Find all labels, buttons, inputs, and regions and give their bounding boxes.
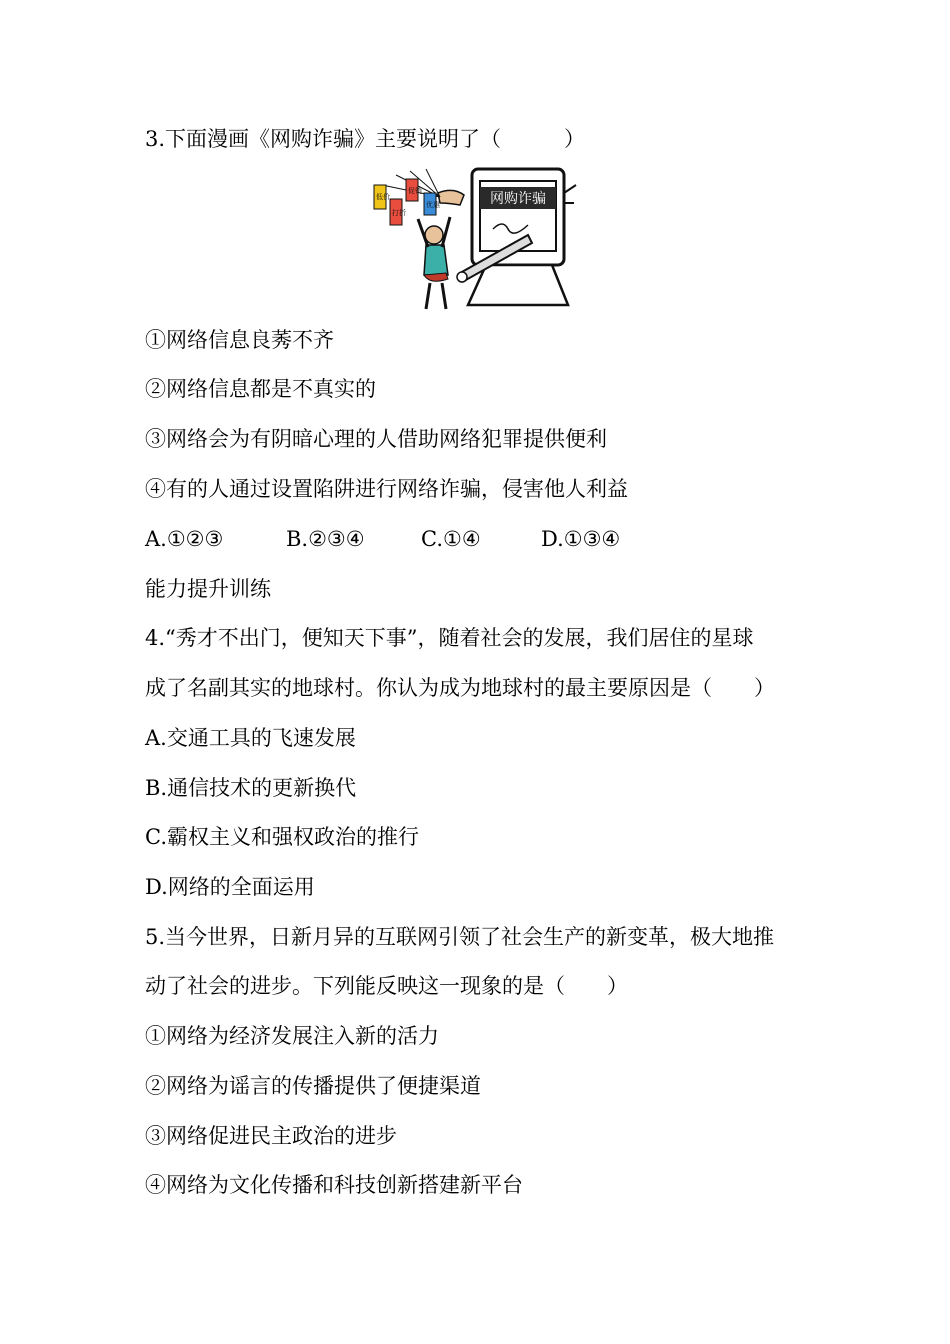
q5-stem-line: 5.当今世界，日新月异的互联网引领了社会生产的新变革，极大地推 (145, 925, 775, 949)
tag-label: 优惠 (426, 201, 440, 209)
q4-option-c: C.霸权主义和强权政治的推行 (145, 825, 419, 849)
q4-option-b: B.通信技术的更新换代 (145, 776, 357, 800)
monitor-illustration (468, 169, 576, 305)
q3-option-b: B.②③④ (286, 527, 365, 551)
q5-statement: ①网络为经济发展注入新的活力 (145, 1024, 439, 1048)
tag-label: 低价 (376, 193, 390, 201)
q3-statement: ①网络信息良莠不齐 (145, 328, 334, 352)
q3-statement: ③网络会为有阴暗心理的人借助网络犯罪提供便利 (145, 427, 607, 451)
q4-option-a: A.交通工具的飞速发展 (145, 726, 356, 750)
q4-stem-line: 4.“秀才不出门，便知天下事”，随着社会的发展，我们居住的星球 (145, 626, 754, 650)
q3-option-a: A.①②③ (145, 527, 224, 551)
tag-label: 打折 (392, 209, 406, 217)
q5-statement: ②网络为谣言的传播提供了便捷渠道 (145, 1074, 481, 1098)
section-title: 能力提升训练 (145, 577, 271, 601)
q3-option-d: D.①③④ (541, 527, 621, 551)
q4-option-d: D.网络的全面运用 (145, 875, 315, 899)
online-shopping-fraud-cartoon (368, 163, 580, 311)
q3-stem: 3.下面漫画《网购诈骗》主要说明了（ ） (145, 127, 586, 151)
q3-option-c: C.①④ (421, 527, 481, 551)
q3-options (145, 524, 620, 554)
q4-stem-line: 成了名副其实的地球村。你认为成为地球村的最主要原因是（ ） (145, 676, 775, 700)
person-figure (418, 217, 450, 309)
q5-statement: ④网络为文化传播和科技创新搭建新平台 (145, 1173, 523, 1197)
q3-statement: ④有的人通过设置陷阱进行网络诈骗，侵害他人利益 (145, 477, 628, 501)
q5-statement: ③网络促进民主政治的进步 (145, 1124, 397, 1148)
q3-statement: ②网络信息都是不真实的 (145, 377, 376, 401)
tag-label: 促销 (408, 187, 422, 195)
q5-stem-line: 动了社会的进步。下列能反映这一现象的是（ ） (145, 974, 628, 998)
bait-tags (374, 179, 441, 225)
cartoon-screen-title: 网购诈骗 (490, 191, 546, 207)
